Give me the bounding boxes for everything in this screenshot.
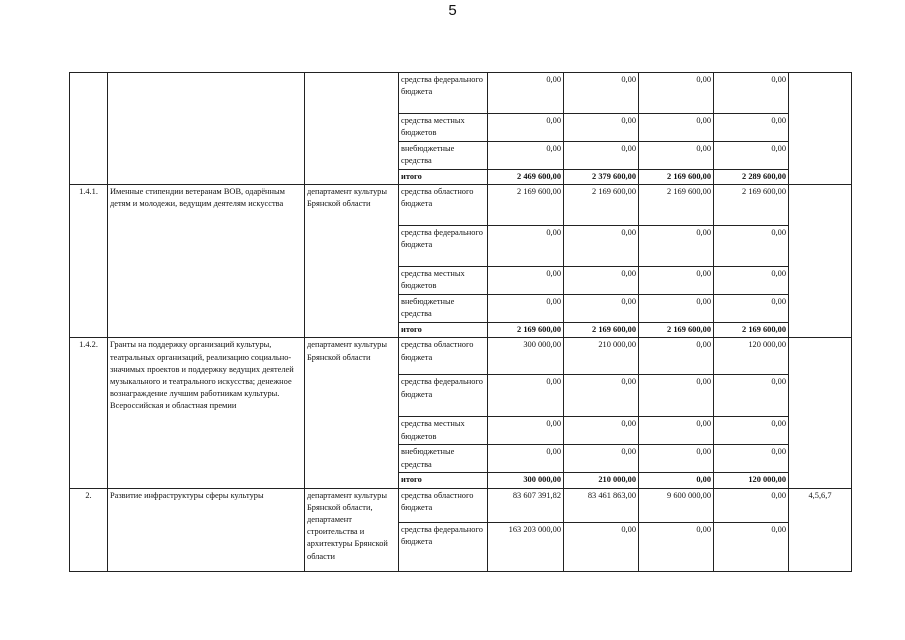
value-cell: 0,00 (564, 114, 639, 142)
table-row (70, 185, 852, 226)
value-cell: 83 461 863,00 (564, 488, 639, 522)
value-cell: 2 289 600,00 (714, 170, 789, 185)
value-cell: 120 000,00 (714, 338, 789, 375)
value-cell: 0,00 (639, 522, 714, 571)
value-cell: 2 169 600,00 (488, 323, 564, 338)
indicators-cell (789, 338, 852, 488)
value-cell: 0,00 (488, 445, 564, 473)
funding-source: внебюджетные средства (399, 445, 488, 473)
value-cell: 120 000,00 (714, 473, 789, 488)
value-cell: 0,00 (714, 267, 789, 295)
item-number-cell (70, 73, 108, 185)
table-row (70, 338, 852, 375)
value-cell: 0,00 (639, 417, 714, 445)
value-cell: 0,00 (488, 295, 564, 323)
value-cell: 0,00 (488, 267, 564, 295)
value-cell: 0,00 (639, 338, 714, 375)
value-cell: 2 169 600,00 (714, 323, 789, 338)
page-number: 5 (448, 2, 457, 19)
value-cell: 0,00 (639, 375, 714, 417)
value-cell: 2 169 600,00 (639, 185, 714, 226)
value-cell: 0,00 (564, 267, 639, 295)
value-cell: 2 169 600,00 (488, 185, 564, 226)
funding-source: средства областного бюджета (399, 185, 488, 226)
value-cell: 0,00 (564, 142, 639, 170)
value-cell: 0,00 (488, 226, 564, 267)
value-cell: 0,00 (714, 226, 789, 267)
value-cell: 0,00 (714, 142, 789, 170)
value-cell: 0,00 (714, 73, 789, 114)
value-cell: 0,00 (488, 73, 564, 114)
value-cell: 0,00 (639, 445, 714, 473)
value-cell: 0,00 (564, 73, 639, 114)
item-number-cell: 1.4.2. (70, 338, 108, 488)
value-cell: 0,00 (714, 445, 789, 473)
value-cell: 9 600 000,00 (639, 488, 714, 522)
value-cell: 0,00 (639, 114, 714, 142)
value-cell: 0,00 (488, 114, 564, 142)
funding-source: средства федерального бюджета (399, 73, 488, 114)
value-cell: 163 203 000,00 (488, 522, 564, 571)
value-cell: 0,00 (488, 417, 564, 445)
value-cell: 0,00 (564, 375, 639, 417)
funding-source: средства областного бюджета (399, 488, 488, 522)
table-row (70, 488, 852, 522)
indicators-cell (789, 73, 852, 185)
funding-source: средства федерального бюджета (399, 375, 488, 417)
item-name-cell: Гранты на поддержку организаций культуры, театральных организаций, реализацию социально-значимых проектов и поддержку ведущих деятелей музыкального и театрального искусства; денежное вознаграждение лучшим работникам культуры. Всероссийская и областная премии (108, 338, 305, 488)
value-cell: 0,00 (714, 488, 789, 522)
value-cell: 300 000,00 (488, 473, 564, 488)
value-cell: 2 379 600,00 (564, 170, 639, 185)
value-cell: 0,00 (639, 473, 714, 488)
value-cell: 0,00 (639, 73, 714, 114)
executor-cell: департамент культуры Брянской области (305, 338, 399, 488)
value-cell: 2 169 600,00 (639, 323, 714, 338)
funding-source: средства федерального бюджета (399, 522, 488, 571)
funding-source: средства местных бюджетов (399, 114, 488, 142)
value-cell: 2 169 600,00 (639, 170, 714, 185)
item-number-cell: 2. (70, 488, 108, 571)
value-cell: 0,00 (564, 226, 639, 267)
funding-source: итого (399, 323, 488, 338)
value-cell: 0,00 (639, 267, 714, 295)
value-cell: 0,00 (564, 445, 639, 473)
funding-source: средства местных бюджетов (399, 417, 488, 445)
value-cell: 0,00 (488, 142, 564, 170)
value-cell: 300 000,00 (488, 338, 564, 375)
value-cell: 0,00 (639, 295, 714, 323)
value-cell: 0,00 (639, 142, 714, 170)
table-row (70, 73, 852, 114)
indicators-cell (789, 185, 852, 338)
value-cell: 0,00 (714, 417, 789, 445)
executor-cell: департамент культуры Брянской области, департамент строительства и архитектуры Брянской области (305, 488, 399, 571)
indicators-cell: 4,5,6,7 (789, 488, 852, 571)
value-cell: 0,00 (639, 226, 714, 267)
value-cell: 0,00 (564, 295, 639, 323)
value-cell: 83 607 391,82 (488, 488, 564, 522)
item-name-cell: Развитие инфраструктуры сферы культуры (108, 488, 305, 571)
value-cell: 0,00 (564, 522, 639, 571)
value-cell: 2 169 600,00 (564, 185, 639, 226)
value-cell: 0,00 (714, 522, 789, 571)
value-cell: 2 169 600,00 (714, 185, 789, 226)
value-cell: 0,00 (714, 295, 789, 323)
item-name-cell (108, 73, 305, 185)
value-cell: 0,00 (714, 114, 789, 142)
value-cell: 210 000,00 (564, 338, 639, 375)
funding-source: внебюджетные средства (399, 295, 488, 323)
funding-source: внебюджетные средства (399, 142, 488, 170)
value-cell: 0,00 (564, 417, 639, 445)
executor-cell: департамент культуры Брянской области (305, 185, 399, 338)
value-cell: 0,00 (714, 375, 789, 417)
executor-cell (305, 73, 399, 185)
value-cell: 210 000,00 (564, 473, 639, 488)
item-name-cell: Именные стипендии ветеранам ВОВ, одарённым детям и молодежи, ведущим деятелям искусства (108, 185, 305, 338)
item-number-cell: 1.4.1. (70, 185, 108, 338)
funding-source: итого (399, 170, 488, 185)
budget-table (69, 72, 852, 572)
funding-source: средства федерального бюджета (399, 226, 488, 267)
value-cell: 2 169 600,00 (564, 323, 639, 338)
funding-source: средства местных бюджетов (399, 267, 488, 295)
funding-source: средства областного бюджета (399, 338, 488, 375)
value-cell: 0,00 (488, 375, 564, 417)
value-cell: 2 469 600,00 (488, 170, 564, 185)
funding-source: итого (399, 473, 488, 488)
